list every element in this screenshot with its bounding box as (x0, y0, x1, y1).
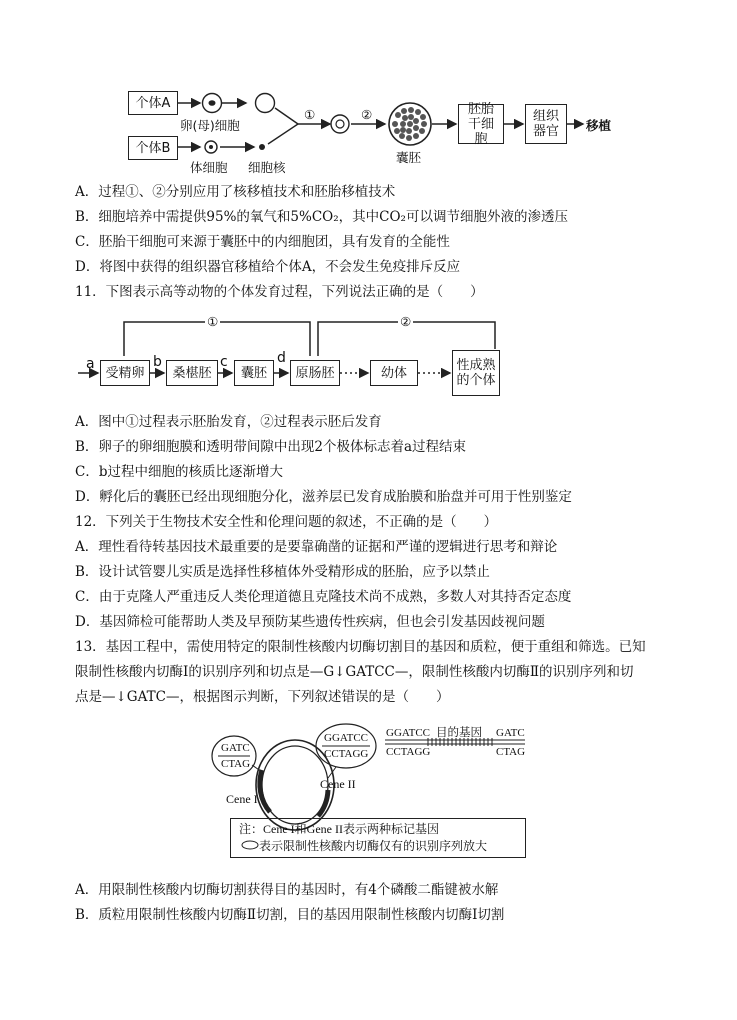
nucleus-label: 细胞核 (248, 160, 286, 175)
diagram-note (230, 818, 526, 858)
q11-option-c: C．b过程中细胞的核质比逐渐增大 (75, 464, 283, 480)
q10-option-b: B．细胞培养中需提供95%的氧气和5%CO₂，其中CO₂可以调节细胞外液的渗透压 (75, 209, 568, 225)
q11-option-b: B．卵子的卵细胞膜和透明带间隙中出现2个极体标志着a过程结束 (75, 439, 467, 455)
arrow-a-label: a (86, 356, 95, 372)
embryonic-stem-label: 胚胎干细胞 (467, 101, 494, 147)
target-gene-label: 目的基因 (436, 725, 482, 739)
ggatcc-top: GGATCC (324, 732, 369, 744)
q12-option-b: B．设计试管婴儿实质是选择性移植体外受精形成的胚胎，应予以禁止 (75, 564, 490, 580)
transplant-label: 移植 (586, 118, 612, 133)
q10-option-d: D．将图中获得的组织器官移植给个体A，不会发生免疫排斥反应 (75, 259, 461, 275)
q12-option-c: C．由于克隆人严重违反人类伦理道德且克隆技术尚不成熟，多数人对其持否定态度 (75, 589, 572, 605)
q12-stem: 12．下列关于生物技术安全性和伦理问题的叙述，不正确的是（ ） (75, 514, 498, 530)
q12-option-a: A．理性看待转基因技术最重要的是要靠确凿的证据和严谨的逻辑进行思考和辩论 (75, 539, 558, 555)
q13-stem-line3: 点是—↓GATC—，根据图示判断，下列叙述错误的是（ ） (75, 689, 450, 705)
q12-option-d: D．基因筛检可能帮助人类及早预防某些遗传性疾病，但也会引发基因歧视问题 (75, 614, 545, 630)
individual-a-label: 个体A (135, 95, 171, 111)
step1-label: ① (304, 107, 316, 122)
adult-label: 性成熟的个体 (456, 358, 496, 388)
individual-b-label: 个体B (135, 140, 171, 156)
tissue-organ-label: 组织器官 (532, 109, 559, 139)
morula-label: 桑椹胚 (172, 365, 212, 381)
note-line2: 表示限制性核酸内切酶仅有的识别序列放大 (259, 839, 488, 853)
gatc-top: GATC (221, 742, 250, 754)
egg-cell-label: 卵(母)细胞 (180, 118, 240, 133)
juvenile-label: 幼体 (380, 365, 407, 381)
q13-option-a: A．用限制性核酸内切酶切割获得目的基因时，有4个磷酸二酯键被水解 (75, 882, 499, 898)
cctagg-bottom: CCTAGG (324, 748, 369, 760)
q11-option-d: D．孵化后的囊胚已经出现细胞分化，滋养层已发育成胎膜和胎盘并可用于性别鉴定 (75, 489, 572, 505)
gene2-label: Cene II (320, 777, 356, 791)
arrow-b-label: b (153, 354, 162, 370)
q10-option-a: A．过程①、②分别应用了核移植技术和胚胎移植技术 (75, 184, 396, 200)
gene-right-bottom: CTAG (496, 746, 526, 758)
q10-option-c: C．胚胎干细胞可来源于囊胚中的内细胞团，具有发育的全能性 (75, 234, 450, 250)
note-line1: 注：Cene I和Gene II表示两种标记基因 (239, 822, 439, 836)
step2-label: ② (361, 107, 373, 122)
q13-option-b: B．质粒用限制性核酸内切酶Ⅱ切割，目的基因用限制性核酸内切酶Ⅰ切割 (75, 907, 505, 923)
q13-stem-line2: 限制性核酸内切酶Ⅰ的识别序列和切点是—G↓GATCC—，限制性核酸内切酶Ⅱ的识别序列和切 (75, 664, 634, 680)
q13-stem-line1: 13．基因工程中，需使用特定的限制性核酸内切酶切割目的基因和质粒，便于重组和筛选。已知 (75, 639, 646, 655)
q11-stem: 11．下图表示高等动物的个体发育过程，下列说法正确的是（ ） (75, 284, 484, 300)
dev-step2-label: ② (400, 314, 412, 329)
gastrula-label: 原肠胚 (295, 365, 335, 381)
body-cell-label: 体细胞 (190, 160, 228, 175)
gene-left-bottom: CCTAGG (386, 746, 431, 758)
arrow-d-label: d (277, 350, 286, 366)
ctag-bottom: CTAG (221, 758, 251, 770)
q11-option-a: A．图中①过程表示胚胎发育，②过程表示胚后发育 (75, 414, 382, 430)
dev-step1-label: ① (207, 314, 219, 329)
blastocyst-label: 囊胚 (396, 150, 422, 165)
gene-left-top: GGATCC (386, 727, 431, 739)
blastocyst-label-2: 囊胚 (240, 365, 267, 381)
gene1-label: Cene I (226, 792, 258, 806)
fertilized-egg-label: 受精卵 (105, 365, 145, 381)
gene-right-top: GATC (496, 727, 525, 739)
arrow-c-label: c (220, 354, 228, 370)
